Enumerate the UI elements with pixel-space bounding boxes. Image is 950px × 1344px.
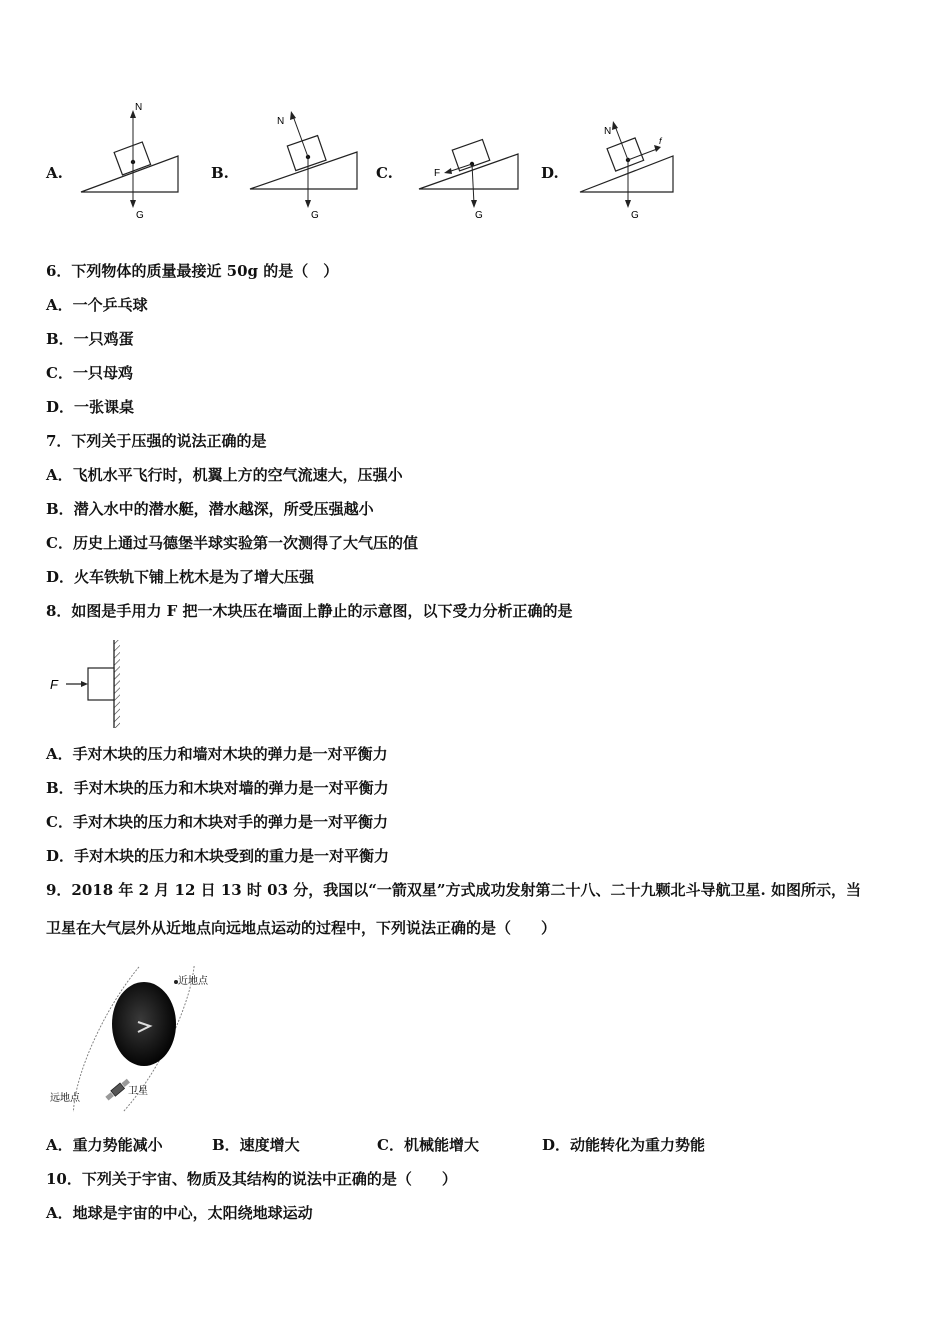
figure-option-c-letter: C. — [376, 164, 393, 182]
figure-c-diagram — [414, 96, 524, 226]
block — [114, 142, 150, 175]
question-9-option-d: D．动能转化为重力势能 — [542, 1136, 706, 1154]
question-9-option-b: B．速度增大 — [212, 1136, 300, 1154]
friction-force-label: f — [659, 136, 662, 146]
question-7-option-d: D．火车铁轨下铺上枕木是为了增大压强 — [46, 568, 315, 586]
question-7-option-a: A．飞机水平飞行时，机翼上方的空气流速大，压强小 — [46, 466, 403, 484]
question-7-stem: 7．下列关于压强的说法正确的是 — [46, 432, 267, 450]
question-10-option-a: A．地球是宇宙的中心，太阳绕地球运动 — [46, 1204, 313, 1222]
question-9-figure — [46, 966, 226, 1112]
question-6-option-b: B．一只鸡蛋 — [46, 330, 134, 348]
question-9-stem-line-1: 9．2018 年 2 月 12 日 13 时 03 分，我国以“一箭双星”方式成功发射第二十八、二十九颗北斗导航卫星. 如图所示，当 — [46, 881, 861, 899]
question-7-option-b: B．潜入水中的潜水艇，潜水越深，所受压强越小 — [46, 500, 374, 518]
normal-force-label: N — [604, 126, 612, 137]
question-8-option-b: B．手对木块的压力和木块对墙的弹力是一对平衡力 — [46, 779, 389, 797]
gravity-label: G — [311, 210, 319, 221]
figure-option-a-letter: A. — [46, 164, 63, 182]
figure-b-diagram — [245, 96, 365, 226]
normal-force-label: N — [277, 116, 285, 127]
gravity-label: G — [136, 210, 144, 221]
question-8-option-a: A．手对木块的压力和墙对木块的弹力是一对平衡力 — [46, 745, 388, 763]
question-8-option-c: C．手对木块的压力和木块对手的弹力是一对平衡力 — [46, 813, 388, 831]
perigee-label: 近地点 — [178, 976, 208, 987]
figure-option-b-letter: B. — [211, 164, 229, 182]
question-8-figure — [44, 636, 134, 732]
normal-force-label: N — [135, 102, 143, 113]
apogee-label: 远地点 — [50, 1093, 80, 1104]
question-7-option-c: C．历史上通过马德堡半球实验第一次测得了大气压的值 — [46, 534, 418, 552]
satellite-label: 卫星 — [128, 1086, 148, 1097]
wooden-block — [88, 668, 114, 700]
question-6-option-a: A．一个乒乓球 — [46, 296, 148, 314]
figure-d-diagram — [575, 96, 685, 226]
question-9-stem-line-2: 卫星在大气层外从近地点向远地点运动的过程中，下列说法正确的是（ ） — [46, 919, 557, 937]
satellite-icon — [105, 1078, 131, 1101]
question-9-option-c: C．机械能增大 — [377, 1136, 479, 1154]
question-10-stem: 10．下列关于宇宙、物质及其结构的说法中正确的是（ ） — [46, 1170, 457, 1188]
gravity-label: G — [631, 210, 639, 221]
friction-force-label: F — [434, 168, 441, 179]
question-8-stem: 8．如图是手用力 F 把一木块压在墙面上静止的示意图，以下受力分析正确的是 — [46, 602, 573, 620]
question-9-option-a: A．重力势能减小 — [46, 1136, 163, 1154]
gravity-label: G — [475, 210, 483, 221]
wall-hatch — [114, 640, 120, 728]
force-label: F — [50, 677, 58, 692]
question-8-option-d: D．手对木块的压力和木块受到的重力是一对平衡力 — [46, 847, 390, 865]
force-arrow-icon — [81, 681, 88, 687]
question-6-option-c: C．一只母鸡 — [46, 364, 133, 382]
figure-option-d-letter: D. — [541, 164, 559, 182]
block — [607, 138, 644, 171]
figure-a-diagram — [76, 96, 186, 226]
question-6-stem: 6．下列物体的质量最接近 50g 的是（ ） — [46, 262, 339, 280]
question-6-option-d: D．一张课桌 — [46, 398, 135, 416]
